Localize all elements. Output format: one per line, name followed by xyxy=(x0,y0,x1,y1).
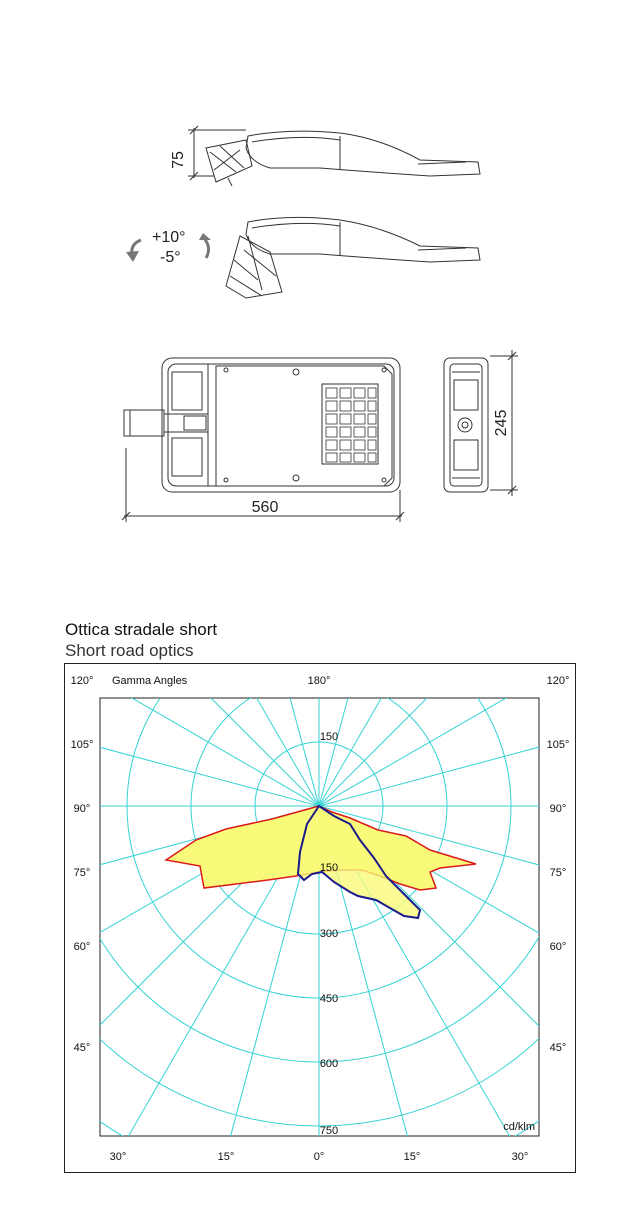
angle-label-right: 105° xyxy=(546,739,570,751)
angle-label-top-right: 120° xyxy=(546,675,570,687)
radial-scale-label: 450 xyxy=(319,993,339,1005)
angle-label-left: 60° xyxy=(73,941,91,953)
angle-label-top-left: 120° xyxy=(70,675,94,687)
angle-label-bottom: 30° xyxy=(511,1151,529,1163)
length-dim-label: 560 xyxy=(251,499,279,516)
angle-label-bottom: 15° xyxy=(403,1151,421,1163)
angle-label-right: 75° xyxy=(549,867,567,879)
angle-label-left: 105° xyxy=(70,739,94,751)
radial-scale-label: 150 xyxy=(319,731,339,743)
angle-label-left: 45° xyxy=(73,1042,91,1054)
angle-label-left: 75° xyxy=(73,867,91,879)
radial-scale-label: 600 xyxy=(319,1058,339,1070)
angle-label-bottom: 30° xyxy=(109,1151,127,1163)
optics-title-italian: Ottica stradale short xyxy=(65,620,218,639)
angle-label-bottom: 15° xyxy=(217,1151,235,1163)
angle-label-top-center: 180° xyxy=(307,675,331,687)
tilt-down-label: -5° xyxy=(160,249,181,266)
gamma-angles-label: Gamma Angles xyxy=(112,675,188,687)
unit-label: cd/klm xyxy=(503,1121,535,1133)
optics-title-english: Short road optics xyxy=(65,641,194,660)
radial-scale-label: 300 xyxy=(319,928,339,940)
angle-label-right: 60° xyxy=(549,941,567,953)
angle-label-bottom: 0° xyxy=(313,1151,325,1163)
angle-label-left: 90° xyxy=(73,803,91,815)
angle-label-right: 90° xyxy=(549,803,567,815)
height-dim-label: 75 xyxy=(170,151,187,169)
radial-scale-label: 750 xyxy=(319,1125,339,1137)
tilt-up-label: +10° xyxy=(152,229,186,246)
width-dim-label: 245 xyxy=(493,409,510,437)
angle-label-right: 45° xyxy=(549,1042,567,1054)
radial-scale-label: 150 xyxy=(319,862,339,874)
